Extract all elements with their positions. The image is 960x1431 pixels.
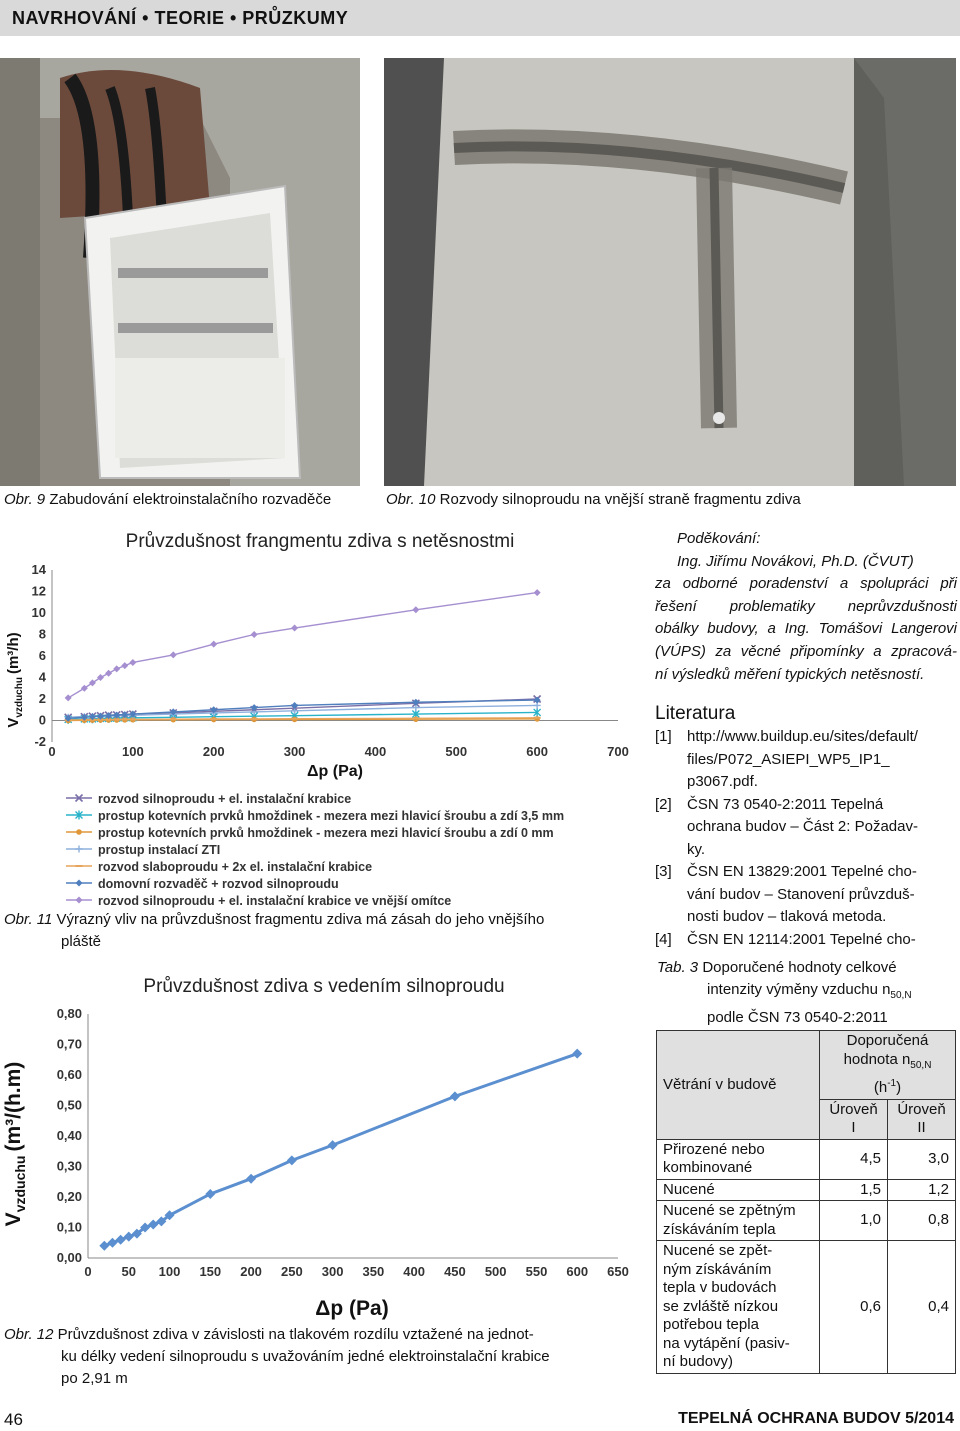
series-line xyxy=(68,593,537,698)
reference-text: ČSN 73 0540-2:2011 Tepelná xyxy=(687,795,884,813)
fig12-caption xyxy=(4,1324,634,1390)
ventilation-table xyxy=(656,1030,956,1374)
chart-1-ylabel-unit: (m³/h) xyxy=(5,632,22,675)
x-tick-label: 150 xyxy=(199,1264,222,1279)
data-point xyxy=(99,1241,109,1251)
photo-distribution-box xyxy=(0,58,360,486)
data-point xyxy=(76,846,83,853)
data-point xyxy=(291,625,298,632)
y-tick-label: -2 xyxy=(34,734,46,749)
y-tick-label: 10 xyxy=(31,605,46,620)
chart-1-xlabel: Δp (Pa) xyxy=(307,763,363,780)
chart-1-title: Průvzdušnost frangmentu zdiva s netěsnostmi xyxy=(125,531,515,552)
data-point xyxy=(121,662,128,669)
table-caption-text: podle ČSN 73 0540-2:2011 xyxy=(707,1009,888,1026)
row-value-1: 0,6 xyxy=(820,1241,888,1374)
x-tick-label: 300 xyxy=(283,744,306,759)
table-caption-label: Tab. 3 xyxy=(657,959,699,976)
row-label-text: tepla v budovách xyxy=(663,1279,777,1296)
x-tick-label: 500 xyxy=(484,1264,507,1279)
fig9-label: Obr. 9 xyxy=(4,491,46,508)
fig9-caption xyxy=(4,489,331,511)
data-point xyxy=(170,651,177,658)
table-header-exp: -1 xyxy=(887,1078,897,1089)
y-tick-label: 12 xyxy=(31,583,46,599)
row-value-1: 4,5 xyxy=(820,1139,888,1179)
reference-link[interactable]: http://www.buildup.eu/sites/default/ xyxy=(687,728,918,745)
y-tick-label: 0,80 xyxy=(56,1006,82,1021)
acknowledgement xyxy=(655,528,957,686)
table-caption-text: intenzity výměny vzduchu n xyxy=(707,981,891,998)
photo-wall-fragment xyxy=(384,58,956,486)
row-label xyxy=(657,1201,820,1241)
data-point xyxy=(113,665,120,672)
data-point xyxy=(76,880,83,887)
fig11-caption xyxy=(4,909,634,953)
table-header-level-2 xyxy=(888,1099,956,1139)
fig12-label: Obr. 12 xyxy=(4,1326,54,1343)
reference-number: [4] xyxy=(655,930,672,948)
legend-label: prostup kotevních prvků hmoždinek - mezera mezi hlavicí šroubu a zdí 3,5 mm xyxy=(98,809,565,823)
table-header-text: hodnota n xyxy=(843,1050,911,1068)
row-label-text: potřebou tepla xyxy=(663,1316,759,1333)
x-tick-label: 400 xyxy=(364,744,387,759)
fig11-label: Obr. 11 xyxy=(4,911,53,928)
row-value-2: 0,4 xyxy=(888,1241,956,1374)
level-text: Úroveň xyxy=(829,1100,878,1118)
chart-2-xlabel: Δp (Pa) xyxy=(315,1297,389,1320)
legend-label: rozvod silnoproudu + el. instalační krabice ve vnější omítce xyxy=(98,894,452,908)
x-tick-label: 700 xyxy=(607,744,629,759)
level-text: Úroveň xyxy=(897,1100,946,1118)
y-tick-label: 0,60 xyxy=(56,1067,82,1082)
row-label-text: Nucené se zpětným xyxy=(663,1202,796,1219)
svg-text:Vvzduchu(m³/h) xyxy=(5,632,25,727)
data-point xyxy=(450,1091,460,1101)
y-tick-label: 14 xyxy=(31,562,46,577)
table-row xyxy=(657,1179,956,1201)
chart-1-ylabel-main: V xyxy=(5,717,22,728)
x-tick-label: 400 xyxy=(403,1264,426,1279)
data-point xyxy=(76,897,83,904)
row-label-text: Přirozené nebo xyxy=(663,1140,765,1158)
row-label-text: Nucené xyxy=(663,1180,715,1198)
x-tick-label: 350 xyxy=(362,1264,385,1279)
x-tick-label: 300 xyxy=(321,1264,344,1279)
table-row xyxy=(657,1139,956,1179)
section-header xyxy=(0,0,960,36)
data-point xyxy=(412,606,419,613)
x-tick-label: 100 xyxy=(122,744,144,759)
fig10-label: Obr. 10 xyxy=(386,491,436,508)
svg-text:Vvzduchu(m³/(h.m) xyxy=(2,1062,28,1227)
reference-text: ČSN EN 13829:2001 Tepelné cho- xyxy=(687,863,917,880)
fig12-text-1: Průvzdušnost zdiva v závislosti na tlakovém rozdílu vztažené na jednot- xyxy=(57,1326,534,1343)
row-label xyxy=(657,1241,820,1374)
page-number: 46 xyxy=(4,1410,23,1429)
data-point xyxy=(534,589,541,596)
fig11-text-2: pláště xyxy=(61,933,102,950)
reference-number: [1] xyxy=(655,728,672,745)
table-row xyxy=(657,1201,956,1241)
table-header-text: Doporučená xyxy=(846,1032,929,1049)
ack-line: ní výsledků měření typických netěsností. xyxy=(655,665,925,683)
row-label xyxy=(657,1179,820,1201)
reference-text: ČSN EN 12114:2001 Tepelné cho- xyxy=(687,930,916,948)
legend-label: prostup instalací ZTI xyxy=(98,843,221,857)
table-header-unit: (h xyxy=(873,1079,888,1096)
x-tick-label: 200 xyxy=(202,744,225,759)
level-text: II xyxy=(917,1119,926,1136)
row-value-2: 0,8 xyxy=(888,1201,956,1241)
y-tick-label: 0,20 xyxy=(56,1189,82,1204)
y-tick-label: 0,40 xyxy=(56,1128,82,1143)
data-point xyxy=(287,1155,297,1165)
row-label-text: získáváním tepla xyxy=(663,1220,776,1238)
reference-text: nosti budov – tlaková metoda. xyxy=(687,908,887,925)
x-tick-label: 600 xyxy=(526,744,548,759)
table-header-unit: ) xyxy=(896,1079,902,1096)
data-point xyxy=(129,659,136,666)
ack-line: obálky budovy, a Ing. Tomášovi Langerovi xyxy=(655,620,957,638)
table-header-level-1 xyxy=(820,1099,888,1139)
data-point xyxy=(328,1140,338,1150)
chart-1 xyxy=(0,520,640,912)
chart-2-ylabel-sub: vzduchu xyxy=(12,1155,28,1213)
y-tick-label: 0 xyxy=(38,712,46,728)
legend-label: domovní rozvaděč + rozvod silnoproudu xyxy=(98,877,339,891)
fig12-text-2: ku délky vedení silnoproudu s uvažováním jedné elektroinstalační krabice xyxy=(61,1348,550,1365)
table-row xyxy=(657,1241,956,1374)
data-point xyxy=(251,631,258,638)
reference-text: vání budov – Stanovení průvzduš- xyxy=(687,885,915,903)
chart-2-title: Průvzdušnost zdiva s vedením silnoproudu xyxy=(143,976,505,997)
x-tick-label: 600 xyxy=(566,1264,589,1279)
data-point xyxy=(65,694,72,701)
ack-line: (VÚPS) za věcné připomínky a zpracová- xyxy=(655,642,957,660)
row-value-2: 1,2 xyxy=(888,1179,956,1201)
level-text: I xyxy=(851,1119,856,1136)
data-point xyxy=(107,1238,117,1248)
x-tick-label: 650 xyxy=(607,1264,629,1279)
x-tick-label: 200 xyxy=(240,1264,262,1279)
y-tick-label: 6 xyxy=(38,648,46,663)
x-tick-label: 0 xyxy=(84,1264,92,1279)
chart-2-ylabel-main: V xyxy=(2,1212,25,1227)
y-tick-label: 4 xyxy=(38,669,46,685)
data-point xyxy=(148,1219,158,1229)
legend-label: rozvod silnoproudu + el. instalační krabice xyxy=(98,792,352,806)
row-label-text: Nucené se zpět- xyxy=(663,1242,773,1259)
ack-line: řešení problematiky neprůvzdušnosti xyxy=(655,597,957,615)
legend-label: rozvod slaboproudu + 2x el. instalační krabice xyxy=(98,860,373,874)
reference-text: ochrana budov – Část 2: Požadav- xyxy=(687,818,918,835)
reference-number: [2] xyxy=(655,795,672,813)
table-header-sub: 50,N xyxy=(910,1059,932,1071)
reference-link[interactable]: p3067.pdf. xyxy=(687,773,758,790)
chart-2-ylabel-unit: (m³/(h.m) xyxy=(2,1061,25,1152)
table-header-recommended xyxy=(820,1031,956,1100)
chart-2-svg xyxy=(0,964,640,1324)
row-value-2: 3,0 xyxy=(888,1139,956,1179)
ack-title: Poděkování: xyxy=(677,530,761,547)
chart-1-svg xyxy=(0,520,640,912)
row-label-text: ným získáváním xyxy=(663,1260,772,1278)
table-caption xyxy=(657,957,957,1029)
row-label-text: ní budovy) xyxy=(663,1353,734,1370)
data-point xyxy=(76,829,82,835)
chart-2 xyxy=(0,964,640,1324)
data-point xyxy=(124,1232,134,1242)
x-tick-label: 250 xyxy=(280,1264,303,1279)
fig11-text-1: Výrazný vliv na průvzdušnost fragmentu zdiva má zásah do jeho vnějšího xyxy=(56,911,545,928)
fig9-text: Zabudování elektroinstalačního rozvaděče xyxy=(49,491,332,508)
y-tick-label: 0,00 xyxy=(56,1250,82,1265)
section-title: NAVRHOVÁNÍ • TEORIE • PRŮZKUMY xyxy=(12,8,349,28)
x-tick-label: 450 xyxy=(444,1264,466,1279)
legend-label: prostup kotevních prvků hmoždinek - mezera mezi hlavicí šroubu a zdí 0 mm xyxy=(98,826,554,840)
x-tick-label: 0 xyxy=(48,744,56,759)
x-tick-label: 50 xyxy=(121,1264,137,1279)
data-point xyxy=(210,706,217,713)
literature-list xyxy=(655,726,957,956)
fig12-text-3: po 2,91 m xyxy=(61,1370,128,1387)
x-tick-label: 500 xyxy=(445,744,468,759)
row-value-1: 1,5 xyxy=(820,1179,888,1201)
data-point xyxy=(572,1049,582,1059)
row-value-1: 1,0 xyxy=(820,1201,888,1241)
row-label-text: kombinované xyxy=(663,1159,753,1176)
reference-text: ky. xyxy=(687,840,706,858)
x-tick-label: 100 xyxy=(158,1264,181,1279)
table-caption-text: Doporučené hodnoty celkové xyxy=(702,959,897,976)
fig10-caption xyxy=(386,489,801,511)
table-caption-sub: 50,N xyxy=(890,990,912,1001)
x-tick-label: 550 xyxy=(525,1264,548,1279)
row-label-text: na vytápění (pasiv- xyxy=(663,1334,790,1352)
y-tick-label: 8 xyxy=(38,626,46,642)
literature-title: Literatura xyxy=(655,703,736,724)
y-tick-label: 0,70 xyxy=(56,1036,82,1052)
data-point xyxy=(105,670,112,677)
y-tick-label: 2 xyxy=(38,691,46,706)
reference-number: [3] xyxy=(655,863,672,880)
chart-1-ylabel-sub: vzduchu xyxy=(14,677,25,718)
y-tick-label: 0,30 xyxy=(56,1158,82,1174)
fig10-text: Rozvody silnoproudu na vnější straně fragmentu zdiva xyxy=(439,491,801,508)
series-line xyxy=(104,1054,577,1246)
data-point xyxy=(246,1174,256,1184)
ack-line: Ing. Jiřímu Novákovi, Ph.D. (ČVUT) xyxy=(677,552,914,570)
data-point xyxy=(116,1235,126,1245)
data-point xyxy=(210,641,217,648)
row-label-text: se zvláště nízkou xyxy=(663,1297,779,1315)
y-tick-label: 0,10 xyxy=(56,1219,82,1235)
table-header-ventilation: Větrání v budově xyxy=(657,1031,820,1140)
journal-title: TEPELNÁ OCHRANA BUDOV 5/2014 xyxy=(678,1410,954,1427)
reference-link[interactable]: files/P072_ASIEPI_WP5_IP1_ xyxy=(687,750,890,768)
ack-line: za odborné poradenství a spolupráci při xyxy=(655,575,957,593)
y-tick-label: 0,50 xyxy=(56,1097,82,1113)
row-label xyxy=(657,1139,820,1179)
